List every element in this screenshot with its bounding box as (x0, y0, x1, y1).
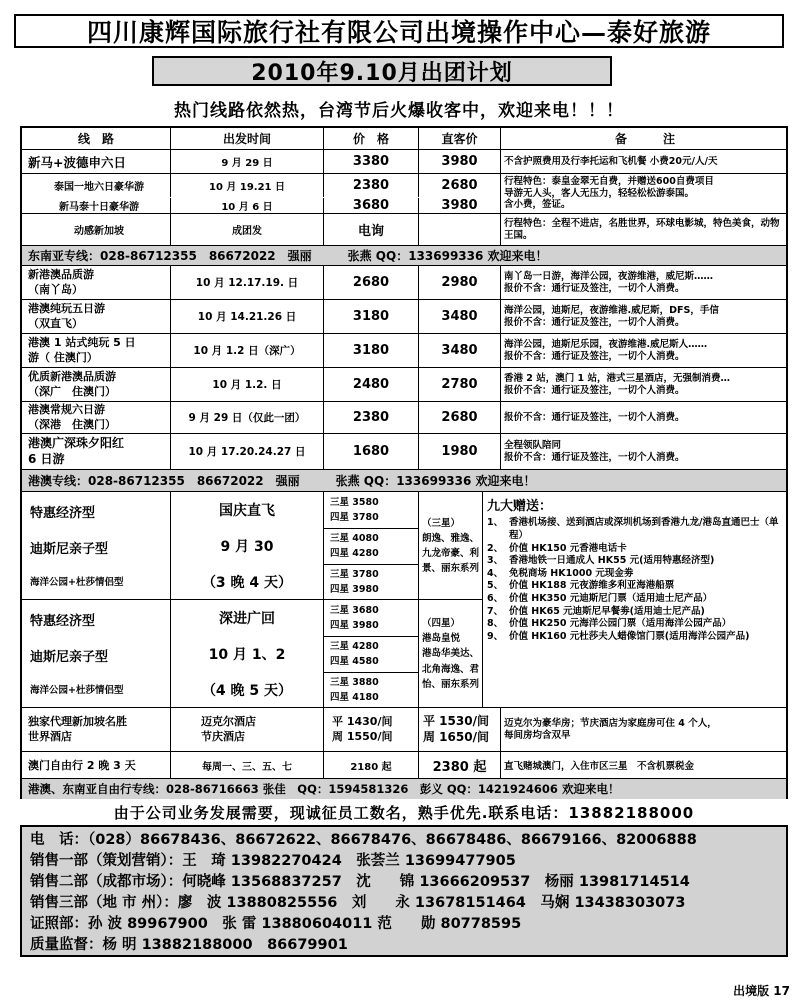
sea-notes (500, 174, 786, 213)
package-type: 海洋公园+杜莎情侣型 (30, 685, 124, 696)
hk-route (22, 334, 170, 367)
sea-hotline: 东南亚专线：028-86712355 86672022 强丽 张燕 QQ：133699336 欢迎来电！ (22, 246, 786, 266)
hk-date: 9 月 29 日（仅此一团） (170, 402, 323, 433)
package-nights: （3 晚 4 天） (201, 575, 293, 591)
sea-direct (418, 214, 500, 245)
hotel-line: 港岛皇悦 (422, 633, 461, 645)
sg-route-l2: 世界酒店 (28, 729, 72, 743)
col-price: 价 格 (323, 128, 418, 149)
package-type: 特惠经济型 (30, 506, 96, 521)
col-route: 线 路 (77, 132, 114, 146)
hk-note-line: 全程领队陪同 (504, 439, 562, 451)
package-type: 海洋公园+杜莎情侣型 (30, 577, 124, 588)
hk-route-line: （双直飞） (28, 316, 83, 330)
contact-line: 销售二部（成都市场）：何晓峰 13568837257 沈 锦 13666209537 杨丽 13981714514 (30, 874, 690, 890)
sea-price: 3680 (323, 198, 418, 213)
sea-price: 3380 (323, 150, 418, 173)
gift-text: 价值 HK150 元香港电话卡 (509, 542, 627, 554)
package-info (170, 600, 323, 708)
sea-price: 2380 (323, 174, 418, 197)
gift-number: 5、 (487, 580, 504, 592)
package-price: 四星 4180 (330, 692, 379, 703)
package-price: 四星 4280 (330, 548, 379, 559)
sg-date (170, 708, 323, 751)
package-price: 三星 3780 (330, 569, 379, 580)
sea-date: 成团发 (170, 214, 323, 245)
sea-notes (500, 214, 786, 245)
gift-number: 8、 (487, 618, 504, 630)
plan-title: 2010年9.10月出团计划 (152, 56, 612, 86)
hk-row (22, 334, 786, 368)
contacts-panel (20, 825, 788, 957)
hk-note-line: 南丫岛一日游，海洋公园，夜游维港，威尼斯…… (504, 270, 714, 282)
gift-text: 免税商场 HK1000 元现金劵 (509, 567, 634, 579)
page-footer: 出境版 17 (733, 984, 790, 998)
gift-list (482, 492, 786, 707)
sg-direct-l2: 周 1650/间 (423, 729, 489, 744)
sea-route: 新马泰十日豪华游 (59, 202, 139, 213)
macau-date: 每周一、三、五、七 (170, 752, 323, 778)
package-title: 国庆直飞 (219, 503, 275, 519)
gift-number: 7、 (487, 605, 504, 617)
hk-note-line: 海洋公园，迪斯尼乐园，夜游维港.威尼斯人…… (504, 338, 708, 350)
price-divider (324, 636, 418, 637)
package-type: 迪斯尼亲子型 (30, 650, 109, 665)
gift-number: 1、 (487, 517, 504, 529)
sea-row (22, 214, 786, 246)
sea-notes (500, 150, 786, 173)
hotel-line: 景、丽东系列 (422, 563, 480, 575)
sea-note-line: 行程特色：泰皇金翠无自费，并赠送600自费项目 (504, 175, 714, 187)
gift-item (487, 555, 780, 568)
table-header (22, 128, 786, 150)
gift-text: 价值 HK188 元夜游维多利亚海港船票 (509, 580, 675, 592)
gift-item (487, 631, 780, 644)
gift-text: 价值 HK350 元迪斯尼门票（适用迪士尼产品） (509, 593, 713, 605)
hk-date: 10 月 14.21.26 日 (170, 300, 323, 333)
gift-number: 3、 (487, 555, 504, 567)
macau-row (22, 752, 786, 779)
hk-route (22, 402, 170, 433)
gift-item (487, 580, 780, 593)
package-a (22, 492, 482, 600)
gift-item (487, 568, 780, 581)
sea-route: 动感新加坡 (74, 226, 124, 237)
hk-direct: 1980 (418, 434, 500, 469)
gift-number: 9、 (487, 630, 504, 642)
free-hotline: 港澳、东南亚自由行专线：028-86716663 张佳 QQ：1594581326 彭义 QQ：1421924606 欢迎来电！ (22, 779, 786, 799)
hk-notes (500, 266, 786, 299)
package-price: 四星 4580 (330, 656, 379, 667)
sg-row (22, 708, 786, 752)
gift-text: 香港机场接、送到酒店或深圳机场到香港九龙/港岛直通巴士（单程） (509, 517, 779, 541)
package-hotels (418, 492, 482, 600)
hk-note-line: 报价不含：通行证及签注，一切个人消费。 (504, 384, 685, 396)
package-b (22, 600, 482, 708)
hk-note-line: 香港 2 站，澳门 1 站，港式三星酒店，无强制消费… (504, 372, 730, 384)
hk-note-line: 海洋公园，迪斯尼，夜游维港.威尼斯，DFS，手信 (504, 304, 719, 316)
hk-notes (500, 368, 786, 401)
hk-direct: 3480 (418, 300, 500, 333)
sea-note-line: 行程特色：全程不进店，名胜世界，环球电影城，特色美食，动物王国。 (504, 217, 780, 241)
macau-notes: 直飞赌城澳门，入住市区三星 不含机票税金 (500, 752, 786, 778)
hk-date: 10 月 12.17.19. 日 (170, 266, 323, 299)
sg-notes-l1: 迈克尔为豪华房；节庆酒店为家庭房可住 4 个人， (504, 717, 717, 729)
price-divider (324, 528, 418, 529)
hk-price: 1680 (323, 434, 418, 469)
hk-date: 10 月 17.20.24.27 日 (170, 434, 323, 469)
tour-table (20, 126, 788, 799)
package-price: 四星 3780 (330, 512, 379, 523)
hk-route (22, 368, 170, 401)
col-date: 出发时间 (170, 128, 323, 149)
sea-note-line: 导游无人头，客人无压力，轻轻松松游泰国。 (504, 187, 695, 199)
hk-note-line: 报价不含：通行证及签注，一切个人消费。 (504, 451, 685, 463)
sg-price-l1: 平 1430/间 (332, 715, 393, 729)
sg-route-l1: 独家代理新加坡名胜 (28, 715, 127, 729)
price-divider (324, 672, 418, 673)
sg-direct (418, 708, 500, 751)
sea-direct: 3980 (418, 198, 500, 213)
gift-item (487, 543, 780, 556)
package-price: 三星 4080 (330, 533, 379, 544)
tagline: 热门线路依然热，台湾节后火爆收客中，欢迎来电！！！ (174, 101, 624, 121)
hk-notes (500, 334, 786, 367)
package-nights: （4 晚 5 天） (201, 683, 293, 699)
hotel-line: 北角海逸、君 (422, 663, 480, 675)
hk-notes (500, 300, 786, 333)
hk-route-line: 港澳广深珠夕阳红 (28, 435, 125, 450)
sea-date: 9 月 29 日 (170, 150, 323, 173)
sg-date-l1: 迈克尔酒店 (201, 715, 256, 729)
sg-route (22, 708, 170, 751)
package-date: 10 月 1、2 (208, 647, 286, 663)
package-date: 9 月 30 (220, 539, 274, 555)
gift-text: 价值 HK250 元海洋公园门票（适用海洋公园产品） (509, 618, 732, 630)
sea-date: 10 月 6 日 (170, 198, 323, 213)
gift-item (487, 593, 780, 606)
hk-price: 3180 (323, 300, 418, 333)
gift-item (487, 517, 780, 542)
hk-route (22, 300, 170, 333)
gift-number: 6、 (487, 593, 504, 605)
hk-route-line: 港澳纯玩五日游 (28, 302, 105, 316)
hk-note-line: 报价不含：通行证及签注，一切个人消费。 (504, 282, 685, 294)
gift-text: 价值 HK65 元迪斯尼早餐劵(适用迪士尼产品) (509, 605, 705, 617)
contact-line: 销售一部（策划营销）：王 琦 13982270424 张荟兰 13699477905 (30, 853, 516, 869)
package-prices (323, 492, 418, 600)
hk-route-line: 新港澳品质游 (28, 268, 94, 282)
sea-date: 10 月 19.21 日 (170, 174, 323, 197)
hk-row (22, 402, 786, 434)
hk-hotline: 港澳专线：028-86712355 86672022 强丽 张燕 QQ：133699336 欢迎来电！ (22, 470, 786, 492)
package-price: 四星 3980 (330, 620, 379, 631)
hk-route-line: 游（ 住澳门） (28, 350, 98, 364)
hotel-line: （三星） (422, 517, 461, 529)
sg-notes-l2: 每间房均含双早 (504, 729, 571, 741)
package-block (22, 492, 786, 708)
package-price: 三星 4280 (330, 641, 379, 652)
gift-text: 香港地铁一日通成人 HK55 元(适用特惠经济型) (509, 555, 715, 567)
hk-note-line: 报价不含：通行证及签注，一切个人消费。 (504, 316, 685, 328)
package-type: 特惠经济型 (30, 614, 96, 629)
hotel-line: 港岛华美达、 (422, 648, 480, 660)
package-info (170, 492, 323, 600)
hk-direct: 2780 (418, 368, 500, 401)
hk-row (22, 300, 786, 334)
package-price: 四星 3980 (330, 584, 379, 595)
package-title: 深进广回 (219, 611, 275, 627)
gift-item (487, 618, 780, 631)
hk-price: 3180 (323, 334, 418, 367)
hk-direct: 3480 (418, 334, 500, 367)
gift-number: 4、 (487, 567, 504, 579)
col-notes: 备 注 (500, 128, 786, 149)
sg-price (323, 708, 418, 751)
col-direct: 直客价 (418, 128, 500, 149)
contact-line: 证照部：孙 波 89967900 张 雷 13880604011 范 勋 80778595 (30, 916, 522, 932)
sg-price-l2: 周 1550/间 (332, 729, 393, 743)
hk-price: 2380 (323, 402, 418, 433)
contact-line: 质量监督：杨 明 13882188000 86679901 (30, 937, 348, 953)
hk-route-line: 6 日游 (28, 451, 65, 466)
hotel-line: 怡、丽东系列 (422, 678, 480, 690)
hk-row (22, 266, 786, 300)
hk-route-line: 港澳 1 站式纯玩 5 日 (28, 336, 136, 350)
gift-text: 价值 HK160 元杜莎夫人蜡像馆门票(适用海洋公园产品) (509, 630, 750, 642)
hotel-line: 九龙帝豪、利 (422, 548, 480, 559)
hk-notes (500, 434, 786, 469)
sea-price: 电询 (323, 214, 418, 245)
hk-row (22, 434, 786, 470)
hk-row (22, 368, 786, 402)
hk-price: 2480 (323, 368, 418, 401)
hk-price: 2680 (323, 266, 418, 299)
package-hotels (418, 600, 482, 708)
gift-title: 九大赠送： (487, 499, 553, 514)
hk-note-line: 报价不含：通行证及签注，一切个人消费。 (504, 411, 685, 423)
sea-route: 新马+波德申六日 (28, 154, 126, 170)
sea-note-line: 含小费，签证。 (504, 199, 571, 211)
hk-route-line: （深港 住澳门） (28, 417, 116, 431)
sea-route: 泰国一地六日豪华游 (54, 182, 144, 193)
company-title: 四川康辉国际旅行社有限公司出境操作中心—泰好旅游 (14, 14, 784, 48)
package-price: 三星 3680 (330, 605, 379, 616)
macau-route: 澳门自由行 2 晚 3 天 (28, 759, 136, 772)
hk-direct: 2680 (418, 402, 500, 433)
macau-direct: 2380 起 (418, 752, 500, 778)
hk-direct: 2980 (418, 266, 500, 299)
hotel-line: （四星） (422, 618, 461, 630)
hk-route-line: 港澳常规六日游 (28, 403, 105, 417)
hk-route-line: （深广 住澳门） (28, 384, 116, 398)
package-area (22, 492, 482, 707)
hk-notes (500, 402, 786, 433)
hk-date: 10 月 1.2. 日 (170, 368, 323, 401)
hk-route (22, 266, 170, 299)
contact-line: 销售三部（地 市 州）：廖 波 13880825556 刘 永 13678151464 马娴 13438303073 (30, 895, 686, 911)
sg-notes (500, 708, 786, 751)
hk-route (22, 434, 170, 469)
sea-row (22, 150, 786, 174)
hotel-line: 朗逸、雅逸、 (422, 532, 480, 544)
hk-route-line: （南丫岛） (28, 282, 83, 296)
sea-direct: 3980 (418, 150, 500, 173)
sea-note-line: 不含护照费用及行李托运和飞机餐 小费20元/人/天 (504, 155, 718, 167)
contact-line: 电 话：（028）86678436、86672622、86678476、86678486、86679166、82006888 (30, 832, 697, 848)
macau-price: 2180 起 (323, 752, 418, 778)
hk-date: 10 月 1.2 日（深广） (170, 334, 323, 367)
hk-note-line: 报价不含：通行证及签注，一切个人消费。 (504, 350, 685, 362)
sea-direct: 2680 (418, 174, 500, 197)
package-type: 迪斯尼亲子型 (30, 542, 109, 557)
sg-direct-l1: 平 1530/间 (423, 713, 489, 728)
package-price: 三星 3880 (330, 677, 379, 688)
package-prices (323, 600, 418, 708)
recruit-notice: 由于公司业务发展需要，现诚征员工数名，熟手优先.联系电话：13882188000 (113, 803, 695, 822)
gift-item (487, 606, 780, 619)
gift-number: 2、 (487, 542, 504, 554)
package-price: 三星 3580 (330, 497, 379, 508)
sg-date-l2: 节庆酒店 (201, 729, 245, 743)
hk-route-line: 优质新港澳品质游 (28, 370, 116, 384)
price-divider (324, 564, 418, 565)
